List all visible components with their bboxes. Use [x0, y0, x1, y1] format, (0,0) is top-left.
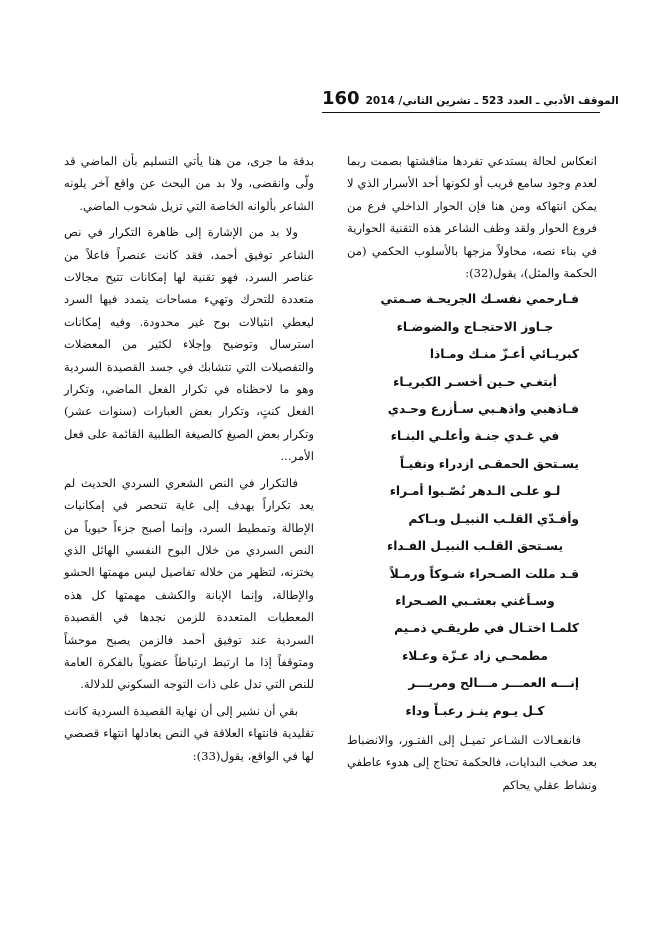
verse-line: مطمحـي زاد عـزّة وعـلاء — [402, 648, 548, 663]
right-paragraph-2: فانفعـالات الشـاعر تميـل إلى الفتـور، والانضباط بعد صخب البدايات، فالحكمة تحتاج إلى هدوء عاطفي ونشاط عقلي يحاكم — [347, 732, 597, 792]
verse-line: لـو علـى الـدهر نُصّـبوا أمـراء — [389, 484, 561, 499]
verse-line: وسـأغني بعشـبي الصـحراء — [395, 593, 555, 608]
left-paragraph-2: ولا بد من الإشارة إلى ظاهرة التكرار في نص الشاعر توفيق أحمد، فقد كانت عنصراً فاعلاً من عناصر السرد، فهو تقنية لها إمكانات تتيح مجالات متعددة للتحرك وتهيء مساحات يتمدد فيها السرد ليعطي انثيالات بوح غير محدودة. وفيه إمكانات استرسال وتوضيح وإجلاء لكثير من المعضلات والتفصيلات التي تتشابك في جسد القصيدة السردية وهو ما لاحظناه في تكرار الفعل الماضي، وتكرار الفعل كنتٍ، وتكرار بعض العبارات (سنوات عشر) وتكرار بعض الصيغ كالصيغة الطلبية القائمة على فعل الأمر... — [64, 225, 314, 464]
verse-line: في غـدي جنـة وأعلـي البنـاء — [390, 429, 560, 444]
verse-line: يسـتحق الحمقـى ازدراء ونفيـاً — [399, 456, 579, 471]
poem-verses — [347, 286, 597, 725]
left-paragraph-3: فالتكرار في النص الشعري السردي الحديث لم يعد تكراراً يهدف إلى غاية تنحصر في إمكانيات الإطالة وتمطيط السرد، وإنما أصبح جزءاً حيوياً من النص السردي من خلال البوح النفسي الهائل الذي يختزنه، لتظهر من خلاله تفاصيل ليس مهمتها الحشو والإطالة، وإنما الإبانة والكشف مهمتها كل هذه المعطيات المتعددة للزمن نجدها في القصيدة السردية عند توفيق أحمد فالزمن يصبح موحشاً ومتوقفاً إذا ما ارتبط ارتباطاً عضوياً بالفكرة العامة للنص التي تدل على ذات التوجه السكوني للدلالة. — [64, 475, 314, 692]
page-header — [322, 84, 619, 109]
verse-line: وأفـدّي القلـب النبيـل وبـاكم — [408, 511, 579, 526]
verse-line: كبريـائي أعـزّ منـك ومـاذا — [429, 347, 579, 362]
verse-line: فـارحمي نفسـك الجريحـة صـمتي — [380, 292, 579, 307]
verse-line: أبتغـي حـين أخسـر الكبريـاء — [393, 374, 557, 389]
right-paragraph-1: انعكاس لحالة يستدعي تفردها مناقشتها بصمت ربما لعدم وجود سامع قريب أو لكونها أحد الأسرار الذي لا يمكن انتهاكه ومن هنا فإن الحوار الداخلي فرع من فروع الحوار ولقد وظف الشاعر هذه التقنية الحوارية في بناء نصه، محاولاً مزجها بالأسلوب الحكمي (من الحكمة والمثل)، يقول(32): — [347, 154, 597, 281]
verse-line: فـاذهبي واذهـبي سـأزرع وحـدي — [387, 402, 579, 417]
page-number: 160 — [322, 88, 360, 109]
verse-line: جـاوز الاحتجـاج والضوضـاء — [396, 319, 554, 334]
left-column — [64, 150, 314, 767]
verse-line: يسـتحق القلـب النبيـل الفـداء — [386, 539, 564, 554]
running-head: الموقف الأدبي ـ العدد 523 ـ تشرين الثاني/ 2014 — [365, 95, 619, 107]
right-column — [347, 150, 597, 796]
verse-line: إنـــه العمـــر مـــالح ومريـــر — [408, 676, 579, 691]
verse-line: قـد مللت الصـحراء شـوكاً ورمـلاً — [389, 566, 579, 581]
header-rule — [322, 112, 600, 113]
verse-line: كلمـا اختـال في طريقـي ذمـيم — [394, 621, 579, 636]
left-paragraph-1: بدقة ما جرى، من هنا يأتي التسليم بأن الماضي قد ولّى وانقضى، ولا بد من البحث عن واقع آخر يلونه الشاعر بألوانه الخاصة التي تزيل شحوب الماضي. — [64, 154, 314, 213]
verse-line: كـل يـوم ينـز رعبـاً وداء — [405, 703, 545, 718]
left-paragraph-4: بقي أن نشير إلى أن نهاية القصيدة السردية كانت تقليدية فانتهاء العلاقة في النص يعادلها انتهاء قصصي لها في الواقع، يقول(33): — [64, 703, 314, 763]
